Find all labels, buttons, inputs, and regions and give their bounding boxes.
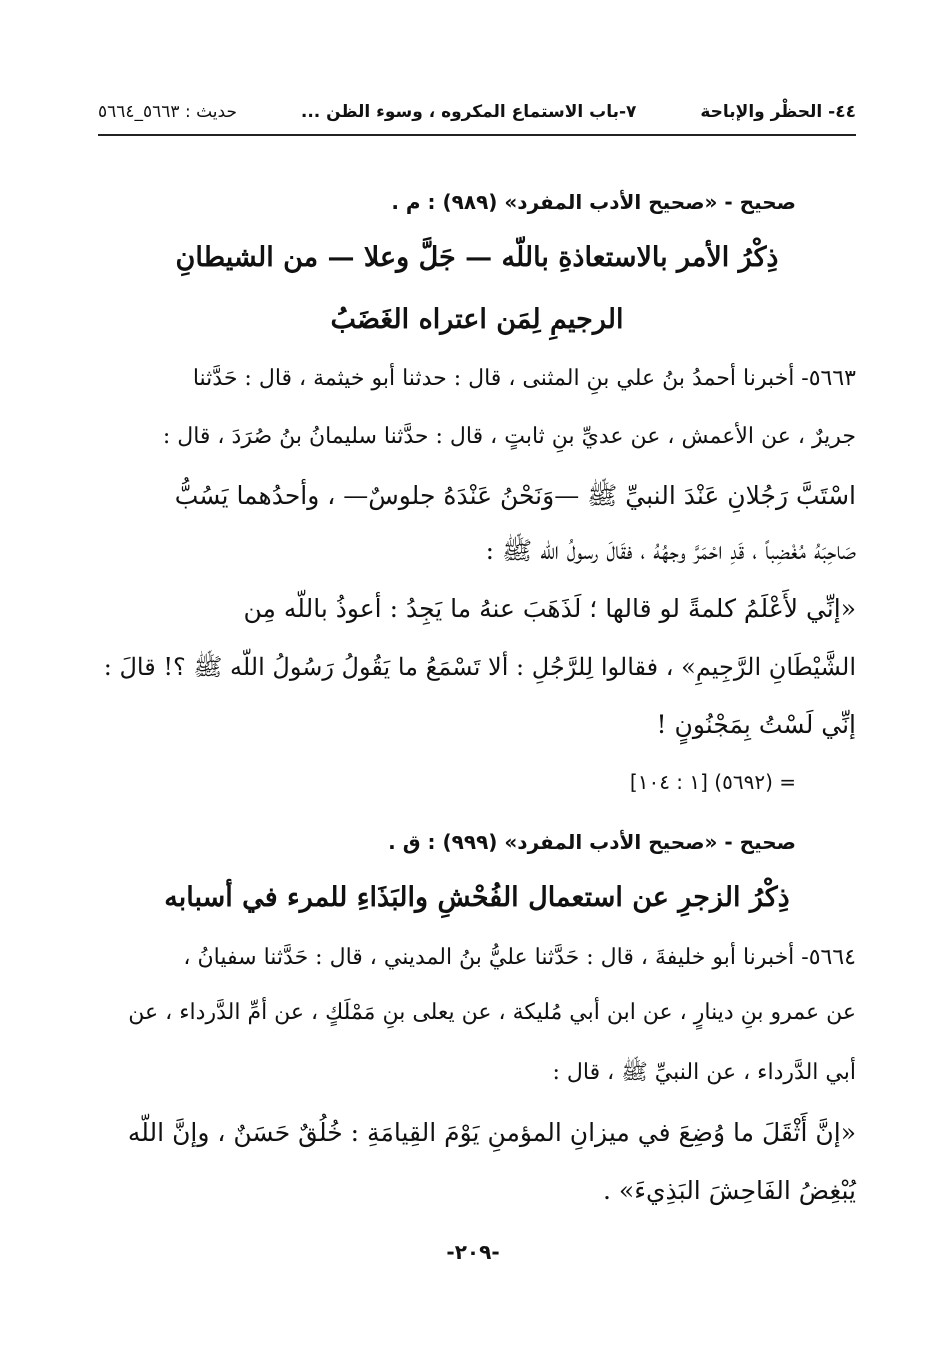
hadith-5663-line-1: ٥٦٦٣- أخبرنا أحمدُ بنُ علي بنِ المثنى ، قال : حدثنا أبو خيثمة ، قال : حَدَّثنا [192, 366, 856, 391]
hadith-5663-line-2: جريرٌ ، عن الأعمش ، عن عديِّ بنِ ثابتٍ ، قال : حدَّثنا سليمانُ بنُ صُرَدَ ، قال : [162, 424, 856, 449]
hadith-grade-5662: صحيح - «صحيح الأدب المفرد» (٩٨٩) : م . [391, 190, 796, 214]
page-number: -٢٠٩- [446, 1240, 500, 1264]
header-hadith-range: حديث : ٥٦٦٣_٥٦٦٤ [98, 102, 237, 122]
header-chapter-title: ٤٤- الحظْر والإباحة [700, 102, 856, 122]
hadith-5663-line-7: إنِّي لَسْتُ بِمَجْنُونٍ ! [656, 710, 856, 739]
running-header [98, 96, 856, 128]
chapter-heading-5664: ذِكْرُ الزجرِ عن استعمال الفُحْشِ والبَذَاءِ للمرء في أسبابه [164, 882, 790, 913]
header-section-title: ٧-باب الاستماع المكروه ، وسوء الظن ... [300, 102, 637, 122]
hadith-5664-line-3: أبي الدَّرداء ، عن النبيِّ ﷺ ، قال : [552, 1060, 856, 1085]
hadith-5664-line-5: يُبْغِضُ الفَاحِشَ البَذِيءَ» . [603, 1176, 856, 1205]
hadith-5663-line-4: صَاحِبَهُ مُغْضِباً ، قَدِ احْمَرَّ وجهُهُ ، فقَالَ رسولُ اللّه ﷺ : [485, 536, 856, 565]
header-divider [98, 134, 856, 136]
hadith-5663-line-5: «إنِّي لأَعْلَمُ كلمةً لو قالها ؛ لَذَهَبَ عنهُ ما يَجِدُ : أعوذُ باللّه مِن [243, 594, 856, 623]
hadith-5664-line-1: ٥٦٦٤- أخبرنا أبو خليفةَ ، قال : حَدَّثنا عليُّ بنُ المديني ، قال : حَدَّثنا سفيانُ ، [183, 945, 856, 970]
hadith-5664-line-2: عن عمرو بنِ دينارٍ ، عن ابن أبي مُليكة ، عن يعلى بنِ مَمْلَكٍ ، عن أمِّ الدَّرداء ، عن [128, 1000, 856, 1025]
hadith-5663-line-3: اسْتَبَّ رَجُلانِ عَنْدَ النبيِّ ﷺ —وَنَحْنُ عَنْدَهُ جلوسٌ— ، وأحدُهما يَسُبُّ [174, 481, 856, 510]
hadith-5663-line-6: الشَّيْطَانِ الرَّجِيمِ» ، فقالوا لِلرَّجُلِ : ألا تَسْمَعُ ما يَقُولُ رَسُولُ اللّه ﷺ ؟! قالَ : [103, 653, 856, 681]
hadith-5664-line-4: «إنَّ أَثْقَلَ ما وُضِعَ في ميزانِ المؤمنِ يَوْمَ القِيامَةِ : خُلُقٌ حَسَنٌ ، وإنَّ اللّه [127, 1118, 856, 1147]
hadith-grade-5663: صحيح - «صحيح الأدب المفرد» (٩٩٩) : ق . [388, 830, 796, 854]
chapter-heading-line2: الرجيمِ لِمَن اعتراه الغَضَبُ [330, 304, 624, 335]
chapter-heading-line1: ذِكْرُ الأمر بالاستعاذةِ باللّه — جَلَّ وعلا — من الشيطانِ [175, 242, 779, 273]
cross-reference: = (٥٦٩٢) [١ : ١٠٤] [629, 770, 796, 794]
